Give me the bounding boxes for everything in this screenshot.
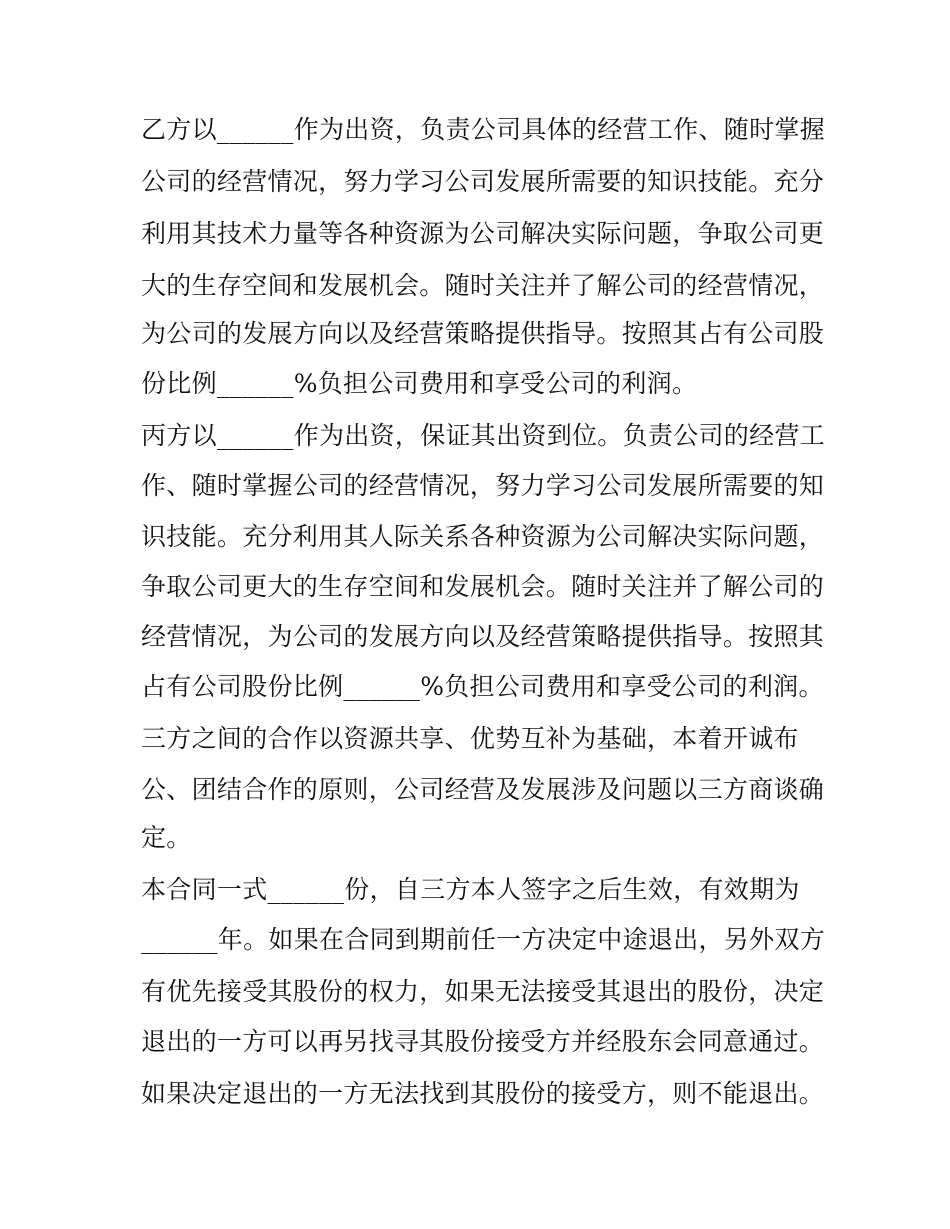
text-line: 利用其技术力量等各种资源为公司解决实际问题，争取公司更 [141,219,825,248]
text-line: 争取公司更大的生存空间和发展机会。随时关注并了解公司的 [141,572,825,601]
text-line: 定。 [141,823,192,852]
text-line: 份比例______%负担公司费用和享受公司的利润。 [141,369,698,398]
text-line: 本合同一式______份，自三方本人签字之后生效，有效期为 [141,875,800,904]
text-line: 有优先接受其股份的权力，如果无法接受其退出的股份，决定 [141,977,825,1006]
text-line: 公、团结合作的原则，公司经营及发展涉及问题以三方商谈确 [141,775,825,804]
text-line: 退出的一方可以再另找寻其股份接受方并经股东会同意通过。 [141,1027,825,1056]
text-line: 三方之间的合作以资源共享、优势互补为基础，本着开诚布 [141,724,799,753]
text-line: 占有公司股份比例______%负担公司费用和享受公司的利润。 [141,672,824,701]
text-line: ______年。如果在合同到期前任一方决定中途退出，另外双方 [141,925,826,954]
text-line: 丙方以______作为出资，保证其出资到位。负责公司的经营工 [141,421,826,450]
text-line: 乙方以______作为出资，负责公司具体的经营工作、随时掌握 [141,115,826,144]
text-line: 公司的经营情况，努力学习公司发展所需要的知识技能。充分 [141,167,825,196]
text-line: 为公司的发展方向以及经营策略提供指导。按照其占有公司股 [141,319,825,348]
text-line: 作、随时掌握公司的经营情况，努力学习公司发展所需要的知 [141,471,825,500]
text-line: 如果决定退出的一方无法找到其股份的接受方，则不能退出。 [141,1079,825,1108]
text-line: 经营情况，为公司的发展方向以及经营策略提供指导。按照其 [141,622,825,651]
text-line: 识技能。充分利用其人际关系各种资源为公司解决实际问题， [141,522,825,551]
text-line: 大的生存空间和发展机会。随时关注并了解公司的经营情况， [141,271,825,300]
